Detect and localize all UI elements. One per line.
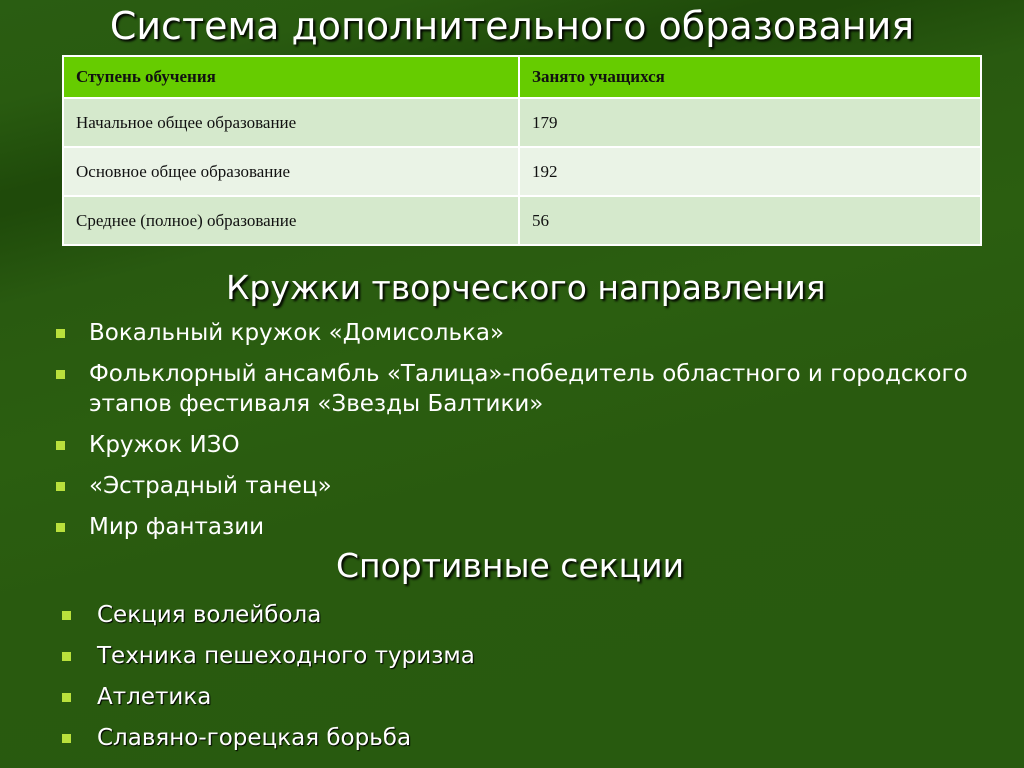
table-cell-stage: Среднее (полное) образование bbox=[63, 196, 519, 245]
list-item-text: Секция волейбола bbox=[97, 602, 322, 628]
square-bullet-icon bbox=[56, 329, 65, 338]
list-item-text: Фольклорный ансамбль «Талица»-победитель областного и городского этапов фестиваля «Звезды Балтики» bbox=[89, 361, 968, 417]
list-item-text: «Эстрадный танец» bbox=[89, 473, 332, 499]
list-item bbox=[62, 600, 962, 630]
creative-heading: Кружки творческого направления bbox=[226, 268, 826, 307]
square-bullet-icon bbox=[56, 441, 65, 450]
list-item-text: Мир фантазии bbox=[89, 514, 265, 540]
square-bullet-icon bbox=[56, 523, 65, 532]
list-item bbox=[56, 512, 976, 542]
sports-list bbox=[62, 600, 962, 764]
education-table bbox=[62, 55, 982, 246]
list-item-text: Кружок ИЗО bbox=[89, 432, 240, 458]
square-bullet-icon bbox=[56, 370, 65, 379]
slide-title: Система дополнительного образования bbox=[109, 4, 915, 48]
table-cell-stage: Основное общее образование bbox=[63, 147, 519, 196]
column-header-students: Занято учащихся bbox=[519, 56, 981, 98]
table-cell-count: 179 bbox=[519, 98, 981, 147]
list-item-text: Славяно-горецкая борьба bbox=[97, 725, 412, 751]
table-row bbox=[63, 98, 981, 147]
creative-list bbox=[56, 318, 976, 553]
list-item bbox=[56, 318, 976, 348]
list-item bbox=[62, 682, 962, 712]
list-item-text: Атлетика bbox=[97, 684, 212, 710]
sports-heading: Спортивные секции bbox=[336, 546, 685, 585]
table-row bbox=[63, 147, 981, 196]
table-row bbox=[63, 196, 981, 245]
table-cell-stage: Начальное общее образование bbox=[63, 98, 519, 147]
list-item bbox=[62, 723, 962, 753]
list-item bbox=[62, 641, 962, 671]
list-item bbox=[56, 471, 976, 501]
table-cell-count: 192 bbox=[519, 147, 981, 196]
square-bullet-icon bbox=[56, 482, 65, 491]
list-item bbox=[56, 359, 976, 419]
list-item bbox=[56, 430, 976, 460]
square-bullet-icon bbox=[62, 652, 71, 661]
table-header-row bbox=[63, 56, 981, 98]
list-item-text: Вокальный кружок «Домисолька» bbox=[89, 320, 505, 346]
square-bullet-icon bbox=[62, 611, 71, 620]
table-cell-count: 56 bbox=[519, 196, 981, 245]
square-bullet-icon bbox=[62, 693, 71, 702]
square-bullet-icon bbox=[62, 734, 71, 743]
column-header-stage: Ступень обучения bbox=[63, 56, 519, 98]
list-item-text: Техника пешеходного туризма bbox=[97, 643, 475, 669]
